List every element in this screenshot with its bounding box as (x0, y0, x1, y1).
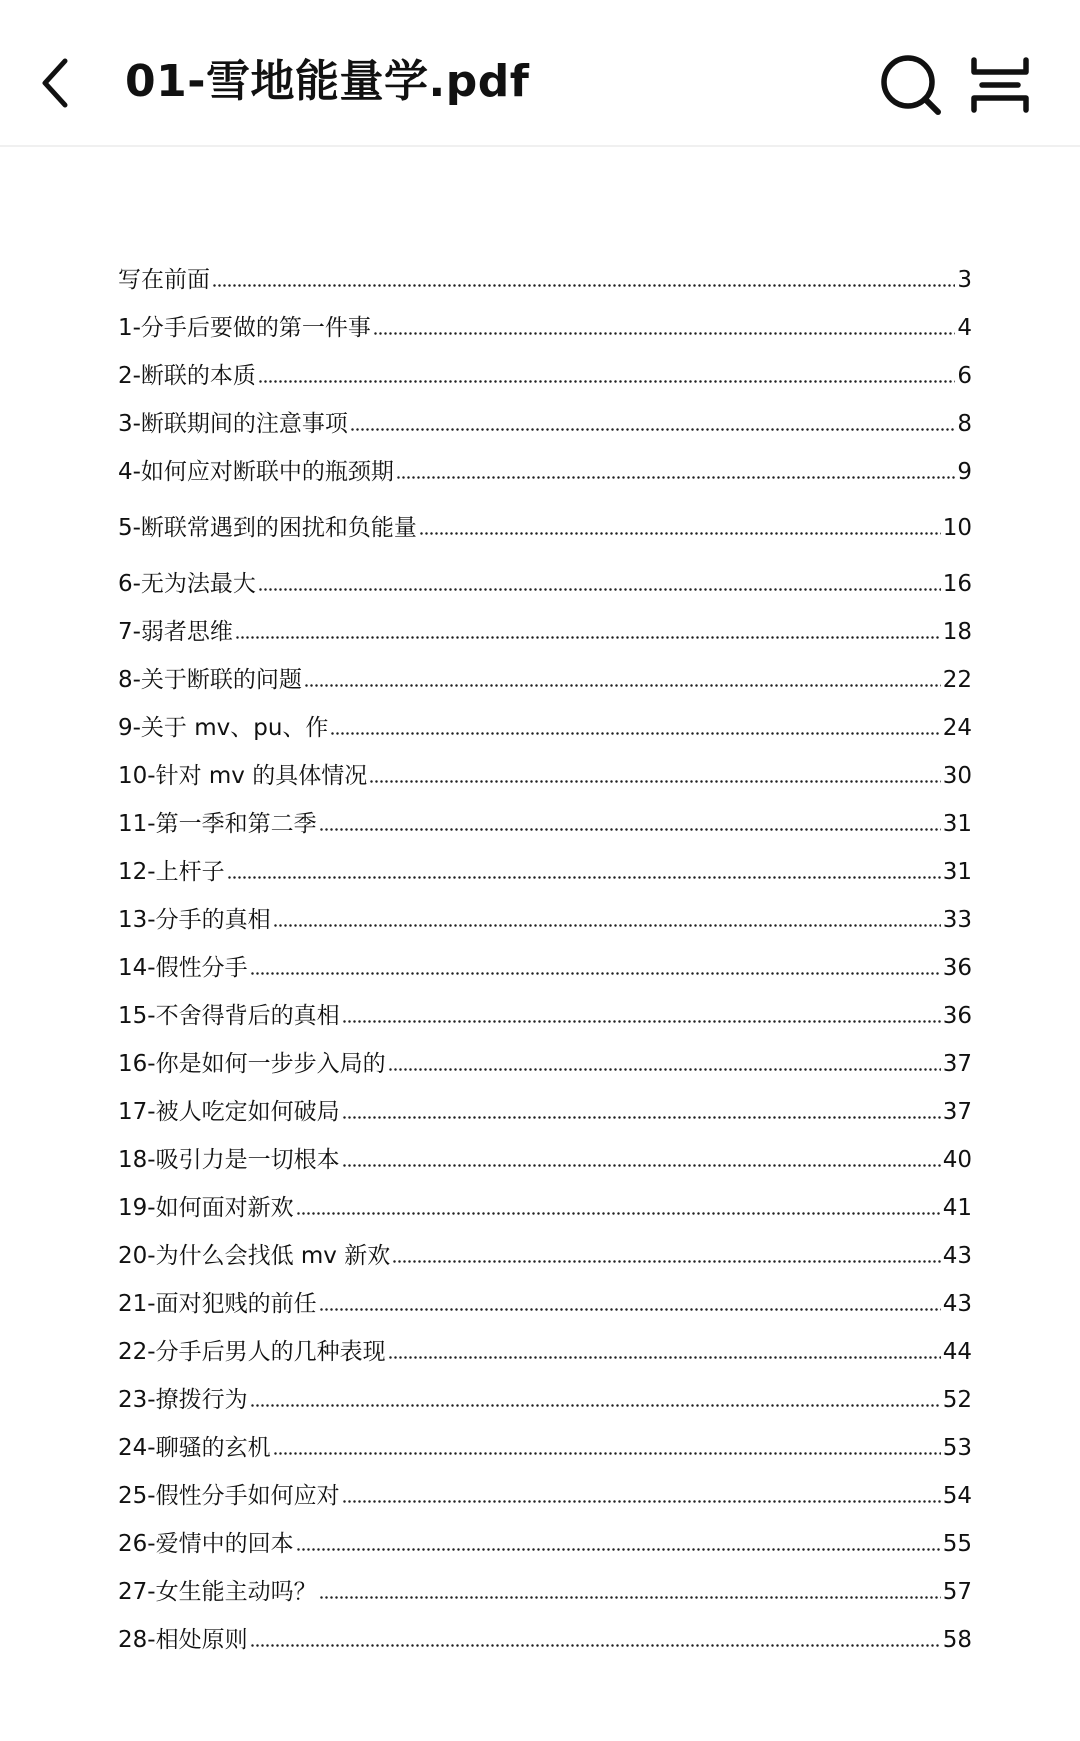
toc-entry-page: 53 (942, 1435, 972, 1461)
toc-entry-page: 54 (942, 1483, 972, 1509)
toc-entry-title: 23-撩拨行为 (118, 1387, 248, 1413)
toc-dot-leader (250, 1642, 941, 1648)
chevron-left-icon (38, 57, 72, 109)
toc-entry-page: 44 (942, 1339, 972, 1365)
toc-dot-leader (342, 1114, 941, 1120)
toc-entry-title: 9-关于 mv、pu、作 (118, 715, 329, 741)
toc-entry-page: 41 (942, 1195, 972, 1221)
fit-width-button[interactable] (968, 56, 1032, 114)
search-button[interactable] (878, 52, 944, 118)
toc-dot-leader (392, 1258, 941, 1264)
toc-dot-leader (388, 1066, 941, 1072)
toc-dot-leader (342, 1498, 941, 1504)
toc-entry-title: 20-为什么会找低 mv 新欢 (118, 1243, 391, 1269)
toc-entry[interactable] (118, 1282, 972, 1320)
toc-entry[interactable] (118, 946, 972, 984)
toc-entry-page: 3 (957, 267, 972, 293)
toc-entry-page: 36 (942, 955, 972, 981)
fit-width-icon (968, 56, 1032, 114)
toc-entry-title: 21-面对犯贱的前任 (118, 1291, 317, 1317)
toc-entry-title: 27-女生能主动吗？ (118, 1579, 317, 1605)
toc-entry-title: 16-你是如何一步步入局的 (118, 1051, 386, 1077)
toc-dot-leader (273, 1450, 941, 1456)
toc-dot-leader (396, 474, 955, 480)
toc-entry-page: 37 (942, 1099, 972, 1125)
toc-entry-page: 30 (942, 763, 972, 789)
toc-entry-page: 36 (942, 1003, 972, 1029)
toc-dot-leader (296, 1210, 941, 1216)
toc-dot-leader (319, 1594, 941, 1600)
toc-entry-title: 12-上杆子 (118, 859, 225, 885)
search-icon (878, 52, 944, 118)
toc-entry-page: 18 (942, 619, 972, 645)
toc-entry-title: 17-被人吃定如何破局 (118, 1099, 340, 1125)
toc-dot-leader (250, 970, 941, 976)
back-button[interactable] (30, 48, 80, 118)
toc-entry-title: 1-分手后要做的第一件事 (118, 315, 371, 341)
toc-entry[interactable] (118, 1090, 972, 1128)
toc-entry[interactable] (118, 1570, 972, 1608)
toc-dot-leader (250, 1402, 941, 1408)
toc-entry-title: 26-爱情中的回本 (118, 1531, 294, 1557)
toc-entry-title: 28-相处原则 (118, 1627, 248, 1653)
toc-dot-leader (319, 826, 941, 832)
toc-dot-leader (373, 330, 955, 336)
toc-entry-title: 6-无为法最大 (118, 571, 256, 597)
toc-entry-title: 3-断联期间的注意事项 (118, 411, 348, 437)
toc-entry-page: 43 (942, 1291, 972, 1317)
toc-entry-title: 15-不舍得背后的真相 (118, 1003, 340, 1029)
toc-entry-title: 25-假性分手如何应对 (118, 1483, 340, 1509)
toc-entry-page: 57 (942, 1579, 972, 1605)
toc-entry-page: 33 (942, 907, 972, 933)
toc-dot-leader (258, 378, 955, 384)
toc-entry-page: 16 (942, 571, 972, 597)
toc-dot-leader (342, 1162, 941, 1168)
toc-entry[interactable] (118, 706, 972, 744)
toc-entry[interactable] (118, 610, 972, 648)
toc-entry-title: 写在前面 (118, 267, 210, 293)
toc-dot-leader (350, 426, 955, 432)
toc-entry-page: 8 (957, 411, 972, 437)
toc-entry[interactable] (118, 802, 972, 840)
toc-dot-leader (227, 874, 941, 880)
toc-dot-leader (319, 1306, 941, 1312)
toc-entry-title: 4-如何应对断联中的瓶颈期 (118, 459, 394, 485)
toc-dot-leader (388, 1354, 941, 1360)
toc-entry-page: 9 (957, 459, 972, 485)
toc-entry-title: 19-如何面对新欢 (118, 1195, 294, 1221)
toc-entry-page: 4 (957, 315, 972, 341)
toc-entry-page: 6 (957, 363, 972, 389)
toc-entry[interactable] (118, 354, 972, 392)
toc-entry[interactable] (118, 1042, 972, 1080)
toc-entry[interactable] (118, 1618, 972, 1656)
toc-entry[interactable] (118, 1138, 972, 1176)
toc-entry[interactable] (118, 898, 972, 936)
toc-entry-title: 11-第一季和第二季 (118, 811, 317, 837)
toc-entry-page: 22 (942, 667, 972, 693)
toc-dot-leader (273, 922, 941, 928)
toc-entry-page: 52 (942, 1387, 972, 1413)
toc-entry-title: 7-弱者思维 (118, 619, 233, 645)
toc-entry-title: 5-断联常遇到的困扰和负能量 (118, 515, 417, 541)
toc-entry[interactable] (118, 994, 972, 1032)
toc-entry-title: 22-分手后男人的几种表现 (118, 1339, 386, 1365)
toc-entry-title: 13-分手的真相 (118, 907, 271, 933)
toc-entry[interactable] (118, 1522, 972, 1560)
toc-entry-page: 10 (942, 515, 972, 541)
toc-entry-page: 58 (942, 1627, 972, 1653)
toc-entry[interactable] (118, 1474, 972, 1512)
toc-entry[interactable] (118, 1426, 972, 1464)
toc-dot-leader (330, 730, 940, 736)
toc-entry-title: 18-吸引力是一切根本 (118, 1147, 340, 1173)
toc-entry-title: 24-聊骚的玄机 (118, 1435, 271, 1461)
toc-entry[interactable] (118, 1378, 972, 1416)
toc-dot-leader (212, 282, 955, 288)
toc-entry[interactable] (118, 1186, 972, 1224)
toc-entry-title: 10-针对 mv 的具体情况 (118, 763, 368, 789)
toc-entry-page: 40 (942, 1147, 972, 1173)
toc-entry[interactable] (118, 306, 972, 344)
toc-entry[interactable] (118, 506, 972, 544)
toc-entry-page: 43 (942, 1243, 972, 1269)
toc-dot-leader (419, 530, 941, 536)
toc-entry[interactable] (118, 658, 972, 696)
toc-entry[interactable] (118, 1330, 972, 1368)
toc-dot-leader (235, 634, 941, 640)
toc-entry-page: 31 (942, 811, 972, 837)
toc-entry[interactable] (118, 402, 972, 440)
toc-entry-page: 37 (942, 1051, 972, 1077)
toc-entry[interactable] (118, 258, 972, 296)
toc-dot-leader (296, 1546, 941, 1552)
toc-dot-leader (258, 586, 941, 592)
toc-entry[interactable] (118, 450, 972, 488)
toc-entry[interactable] (118, 562, 972, 600)
toc-entry-title: 2-断联的本质 (118, 363, 256, 389)
toc-entry[interactable] (118, 754, 972, 792)
toc-dot-leader (369, 778, 941, 784)
document-title: 01-雪地能量学.pdf (125, 56, 530, 107)
toc-dot-leader (342, 1018, 941, 1024)
top-bar (0, 0, 1080, 147)
toc-entry-title: 8-关于断联的问题 (118, 667, 302, 693)
toc-dot-leader (304, 682, 941, 688)
toc-entry-title: 14-假性分手 (118, 955, 248, 981)
toc-entry[interactable] (118, 850, 972, 888)
toc-entry-page: 24 (942, 715, 972, 741)
toc-entry[interactable] (118, 1234, 972, 1272)
toc-entry-page: 55 (942, 1531, 972, 1557)
toc-entry-page: 31 (942, 859, 972, 885)
